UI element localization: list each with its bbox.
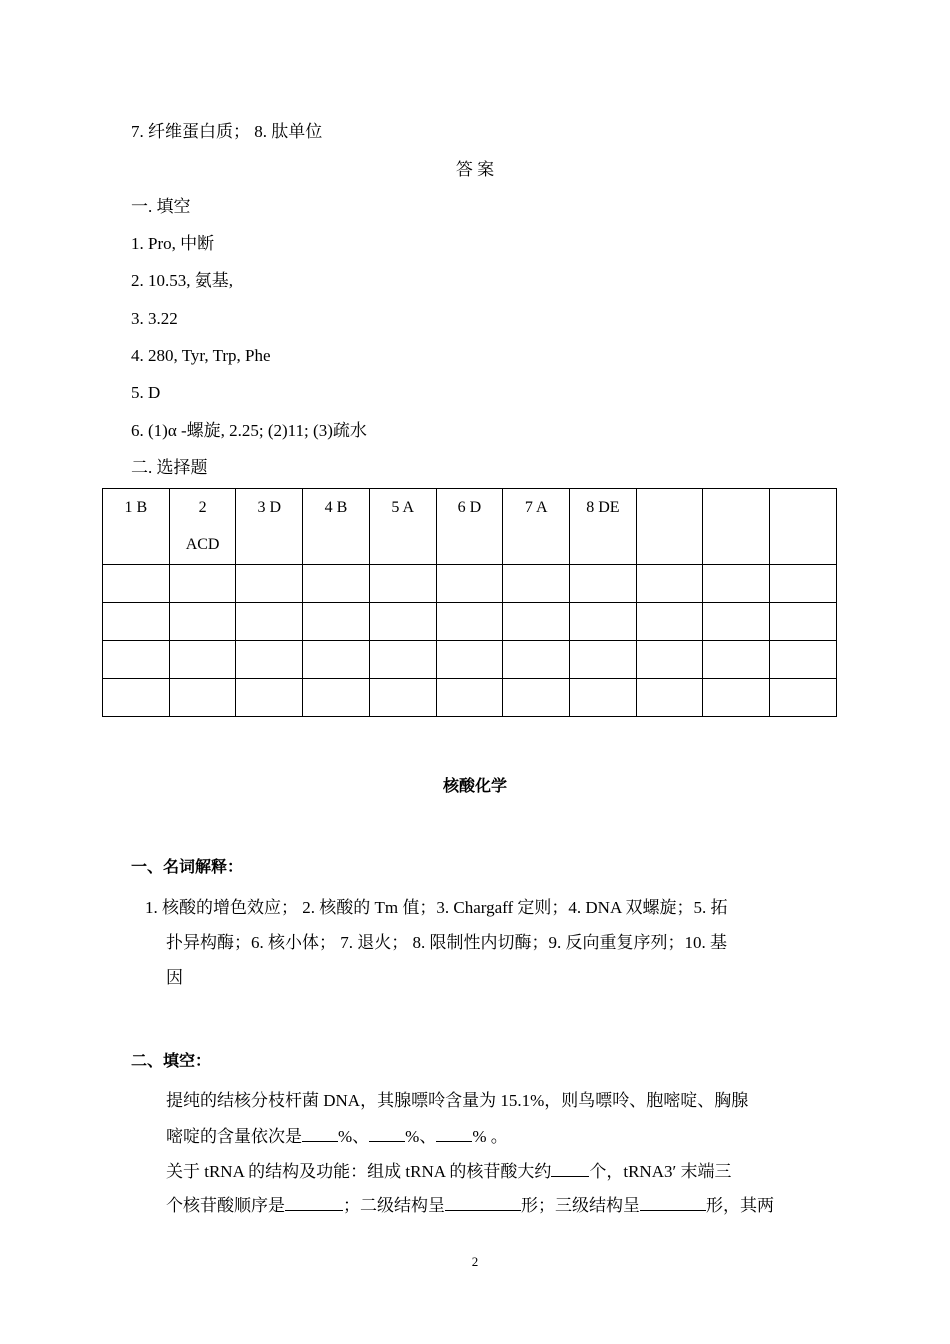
page-number: 2 xyxy=(471,1254,479,1269)
choice-answer-table xyxy=(102,488,837,717)
question-1-line: 嘧啶的含量依次是 %、 %、 % 。 xyxy=(166,1127,508,1146)
blank xyxy=(285,1194,343,1211)
chapter-title: 核酸化学 xyxy=(442,776,507,795)
chapter-section2-title: 二、填空： xyxy=(131,1051,212,1070)
answers-section2-title: 二. 选择题 xyxy=(131,458,208,477)
table-cell: 3 D xyxy=(236,489,303,565)
blank xyxy=(369,1125,405,1142)
fill-item: 4. 280, Tyr, Trp, Phe xyxy=(131,346,271,365)
fill-item: 5. D xyxy=(131,383,161,402)
table-cell: 8 DE xyxy=(570,489,637,565)
blank xyxy=(445,1194,521,1211)
table-cell: 1 B xyxy=(103,489,170,565)
question-2-line: 个核苷酸顺序是 ；二级结构呈 形；三级结构呈 形，其两 xyxy=(166,1196,774,1215)
terms-line: 因 xyxy=(166,968,183,987)
question-2-line: 关于 tRNA 的结构及功能：组成 tRNA 的核苷酸大约 个，tRNA3′ 末端三 xyxy=(166,1162,732,1181)
answers-title: 答 案 xyxy=(455,160,495,179)
fill-item: 1. Pro, 中断 xyxy=(131,234,215,253)
table-cell: 6 D xyxy=(436,489,503,565)
table-cell: 2 ACD xyxy=(169,489,236,565)
table-cell: 5 A xyxy=(369,489,436,565)
table-row xyxy=(103,641,837,679)
table-cell: 4 B xyxy=(303,489,370,565)
table-cell xyxy=(636,489,703,565)
fill-item: 6. (1)α -螺旋, 2.25; (2)11; (3)疏水 xyxy=(131,421,367,440)
terms-line: 扑异构酶；6. 核小体； 7. 退火； 8. 限制性内切酶；9. 反向重复序列；10. 基 xyxy=(166,933,727,952)
blank xyxy=(436,1125,472,1142)
blank xyxy=(640,1194,706,1211)
chapter-section1-title: 一、名词解释： xyxy=(131,857,244,876)
blank xyxy=(302,1125,338,1142)
question-1-line: 提纯的结核分枝杆菌 DNA，其腺嘌呤含量为 15.1%，则鸟嘌呤、胞嘧啶、胸腺 xyxy=(166,1091,749,1110)
table-cell: 7 A xyxy=(503,489,570,565)
fill-item: 3. 3.22 xyxy=(131,309,178,328)
terms-line: 1. 核酸的增色效应； 2. 核酸的 Tm 值；3. Chargaff 定则；4. DNA 双螺旋；5. 拓 xyxy=(145,898,728,917)
fill-item: 2. 10.53, 氨基, xyxy=(131,271,233,290)
table-row xyxy=(103,489,837,565)
table-cell xyxy=(770,489,837,565)
table-cell xyxy=(703,489,770,565)
blank xyxy=(551,1160,589,1177)
intro-line: 7. 纤维蛋白质； 8. 肽单位 xyxy=(131,122,323,141)
answers-section1-title: 一. 填空 xyxy=(131,197,191,216)
table-row xyxy=(103,679,837,717)
table-row xyxy=(103,603,837,641)
table-row xyxy=(103,565,837,603)
